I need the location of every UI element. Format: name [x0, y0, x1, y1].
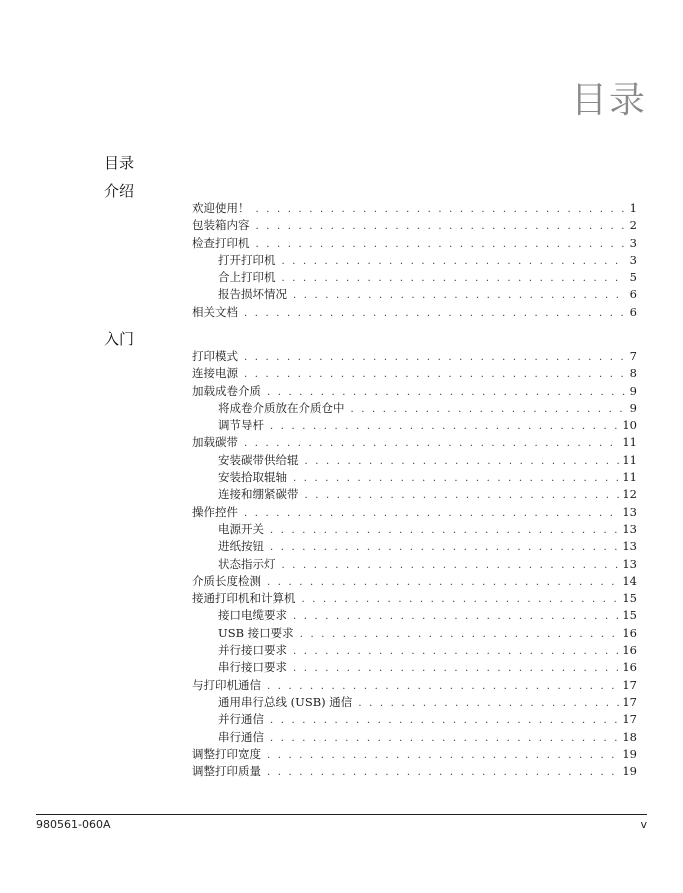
dot-leader: [267, 387, 626, 398]
dot-leader: [293, 663, 619, 674]
dot-leader: [267, 681, 619, 692]
toc-subentry[interactable]: [192, 252, 637, 269]
toc-entry-title: 调节导杆: [218, 418, 264, 433]
toc-entry-page: 10: [622, 418, 637, 433]
toc-entry-title: 打开打印机: [218, 252, 276, 267]
toc-subentry[interactable]: [192, 452, 637, 469]
toc-subentry[interactable]: [192, 400, 637, 417]
toc-entry[interactable]: [192, 573, 637, 590]
toc-entry-page: 8: [629, 366, 637, 381]
footer-page-number: v: [640, 818, 647, 831]
toc-entry-title: 调整打印质量: [192, 764, 261, 779]
toc-entry-title: 连接电源: [192, 366, 238, 381]
toc-subentry[interactable]: [192, 711, 637, 728]
toc-entry-title: 通用串行总线 (USB) 通信: [218, 694, 353, 709]
toc-subentry[interactable]: [192, 642, 637, 659]
dot-leader: [270, 421, 619, 432]
toc-entry-title: 加载碳带: [192, 435, 238, 450]
toc-entry-page: 2: [629, 218, 637, 233]
toc-entry[interactable]: [192, 304, 637, 321]
toc-entry[interactable]: [192, 217, 637, 234]
toc-entry-page: 9: [629, 400, 637, 415]
toc-subentry[interactable]: [192, 538, 637, 555]
toc-entry[interactable]: [192, 383, 637, 400]
toc-entry[interactable]: [192, 677, 637, 694]
toc-entry-title: 调整打印宽度: [192, 746, 261, 761]
toc-entry[interactable]: [192, 200, 637, 217]
toc-entry-page: 11: [622, 452, 637, 467]
dot-leader: [305, 456, 620, 467]
toc-subentry[interactable]: [192, 659, 637, 676]
toc-entry-title: USB 接口要求: [218, 625, 294, 640]
dot-leader: [282, 560, 620, 571]
dot-leader: [282, 273, 627, 284]
toc-entry-title: 相关文档: [192, 304, 238, 319]
toc-entry[interactable]: [192, 365, 637, 382]
toc-entry-page: 15: [622, 591, 637, 606]
dot-leader: [244, 308, 626, 319]
dot-leader: [244, 508, 619, 519]
toc-entry-title: 加载成卷介质: [192, 383, 261, 398]
toc-entry-page: 16: [622, 660, 637, 675]
dot-leader: [305, 490, 620, 501]
dot-leader: [244, 369, 626, 380]
dot-leader: [270, 525, 619, 536]
toc-subentry[interactable]: [192, 556, 637, 573]
toc-entry-page: 7: [629, 349, 637, 363]
toc-entry-page: 15: [622, 608, 637, 623]
toc-entry-page: 11: [622, 470, 637, 485]
toc-entry-title: 打印模式: [192, 349, 238, 363]
dot-leader: [300, 629, 620, 640]
toc-entry-page: 19: [622, 746, 637, 761]
toc-entry-page: 13: [622, 504, 637, 519]
toc-entry-title: 合上打印机: [218, 270, 276, 285]
section-heading-contents[interactable]: 目录: [104, 154, 135, 172]
toc-entry-title: 接通打印机和计算机: [192, 591, 296, 606]
toc-entry-title: 将成卷介质放在介质仓中: [218, 400, 345, 415]
toc-entry-title: 串行接口要求: [218, 660, 287, 675]
dot-leader: [244, 438, 619, 449]
dot-leader: [270, 715, 619, 726]
toc-entry-title: 安装碳带供给辊: [218, 452, 299, 467]
dot-leader: [267, 767, 619, 778]
toc-entry-page: 17: [622, 712, 637, 727]
toc-subentry[interactable]: [192, 417, 637, 434]
toc-entry-title: 操作控件: [192, 504, 238, 519]
toc-entry-page: 12: [622, 487, 637, 502]
dot-leader: [293, 473, 619, 484]
dot-leader: [351, 404, 627, 415]
toc-subentry[interactable]: [192, 486, 637, 503]
toc-entry[interactable]: [192, 235, 637, 252]
dot-leader: [282, 256, 627, 267]
toc-entry[interactable]: [192, 746, 637, 763]
toc-subentry[interactable]: [192, 286, 637, 303]
toc-entry-title: 串行通信: [218, 729, 264, 744]
toc-subentry[interactable]: [192, 469, 637, 486]
toc-entry-page: 5: [629, 270, 637, 285]
toc-entry-page: 13: [622, 556, 637, 571]
toc-intro-list: [192, 200, 637, 321]
toc-entry-page: 6: [629, 287, 637, 302]
toc-entry-page: 6: [629, 304, 637, 319]
toc-entry-title: 欢迎使用！: [192, 201, 250, 215]
toc-entry-page: 3: [629, 252, 637, 267]
toc-start-list: [192, 348, 637, 780]
footer-rule: [36, 814, 647, 815]
dot-leader: [270, 733, 619, 744]
toc-entry-title: 报告损坏情况: [218, 287, 287, 302]
toc-subentry[interactable]: [192, 729, 637, 746]
page-title: 目录: [570, 80, 647, 121]
section-heading-getting-started[interactable]: 入门: [104, 330, 135, 348]
toc-entry-page: 11: [622, 435, 637, 450]
toc-entry-title: 连接和绷紧碳带: [218, 487, 299, 502]
toc-subentry[interactable]: [192, 269, 637, 286]
toc-entry-page: 18: [622, 729, 637, 744]
dot-leader: [293, 290, 626, 301]
toc-entry-title: 检查打印机: [192, 235, 250, 250]
toc-subentry[interactable]: [192, 607, 637, 624]
toc-entry-page: 3: [629, 235, 637, 250]
toc-entry-page: 13: [622, 539, 637, 554]
toc-subentry[interactable]: [192, 521, 637, 538]
toc-entry[interactable]: [192, 763, 637, 780]
toc-entry-title: 安装拾取辊轴: [218, 470, 287, 485]
dot-leader: [293, 611, 619, 622]
toc-entry-page: 9: [629, 383, 637, 398]
toc-subentry[interactable]: [192, 694, 637, 711]
dot-leader: [256, 221, 627, 232]
dot-leader: [270, 542, 619, 553]
toc-entry[interactable]: [192, 348, 637, 365]
dot-leader: [244, 352, 626, 363]
toc-entry-title: 并行通信: [218, 712, 264, 727]
toc-entry-title: 介质长度检测: [192, 573, 261, 588]
toc-entry-page: 13: [622, 521, 637, 536]
toc-entry[interactable]: [192, 504, 637, 521]
dot-leader: [267, 750, 619, 761]
dot-leader: [256, 204, 627, 215]
toc-entry-title: 电源开关: [218, 521, 264, 536]
toc-entry-title: 与打印机通信: [192, 677, 261, 692]
toc-entry-title: 进纸按钮: [218, 539, 264, 554]
toc-entry[interactable]: [192, 434, 637, 451]
toc-entry-page: 16: [622, 643, 637, 658]
footer-doc-number: 980561-060A: [36, 818, 111, 831]
section-heading-intro[interactable]: 介绍: [104, 182, 135, 200]
toc-entry-title: 接口电缆要求: [218, 608, 287, 623]
toc-entry-page: 19: [622, 764, 637, 779]
toc-entry-title: 并行接口要求: [218, 643, 287, 658]
toc-entry-page: 1: [629, 201, 637, 215]
toc-entry-title: 包装箱内容: [192, 218, 250, 233]
toc-entry-page: 14: [622, 573, 637, 588]
toc-entry-page: 17: [622, 677, 637, 692]
toc-entry[interactable]: [192, 590, 637, 607]
dot-leader: [358, 698, 619, 709]
dot-leader: [267, 577, 619, 588]
toc-subentry[interactable]: [192, 625, 637, 642]
toc-entry-page: 16: [622, 625, 637, 640]
toc-entry-title: 状态指示灯: [218, 556, 276, 571]
dot-leader: [256, 239, 627, 250]
toc-entry-page: 17: [622, 694, 637, 709]
dot-leader: [293, 646, 619, 657]
dot-leader: [302, 594, 620, 605]
